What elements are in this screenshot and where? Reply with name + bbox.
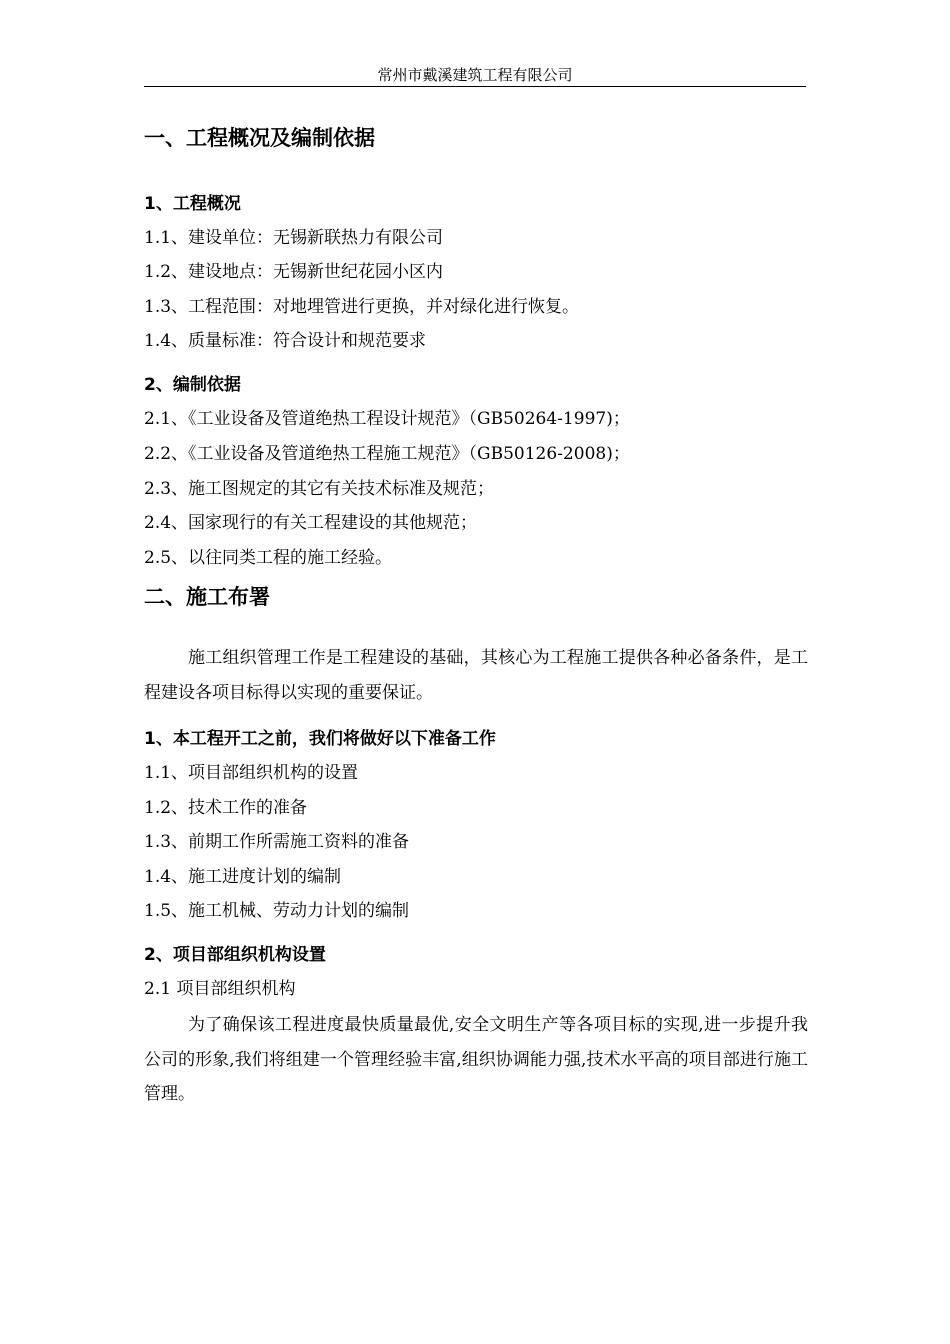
org-subheading: 2.1 项目部组织机构 [144, 979, 296, 999]
org-heading: 2、项目部组织机构设置 [144, 945, 326, 965]
overview-item: 1.4、质量标准：符合设计和规范要求 [144, 331, 427, 351]
prep-item: 1.2、技术工作的准备 [144, 798, 308, 818]
basis-item: 2.3、施工图规定的其它有关技术标准及规范； [144, 479, 495, 499]
header-divider [144, 86, 806, 87]
section2-title: 二、施工布署 [144, 585, 270, 609]
overview-item: 1.1、建设单位：无锡新联热力有限公司 [144, 228, 444, 248]
prep-item: 1.1、项目部组织机构的设置 [144, 763, 359, 783]
page-header-company: 常州市戴溪建筑工程有限公司 [377, 66, 573, 84]
basis-heading: 2、编制依据 [144, 375, 241, 395]
prep-item: 1.4、施工进度计划的编制 [144, 867, 342, 887]
prep-item: 1.3、前期工作所需施工资料的准备 [144, 832, 410, 852]
basis-item: 2.1、《工业设备及管道绝热工程设计规范》（GB50264-1997)； [144, 409, 630, 429]
basis-item: 2.5、以往同类工程的施工经验。 [144, 548, 393, 568]
basis-item: 2.2、《工业设备及管道绝热工程施工规范》（GB50126-2008)； [144, 444, 630, 464]
prep-heading: 1、本工程开工之前，我们将做好以下准备工作 [144, 729, 496, 749]
overview-item: 1.2、建设地点：无锡新世纪花园小区内 [144, 262, 444, 282]
overview-item: 1.3、工程范围：对地埋管进行更换，并对绿化进行恢复。 [144, 297, 580, 317]
basis-item: 2.4、国家现行的有关工程建设的其他规范； [144, 513, 478, 533]
prep-item: 1.5、施工机械、劳动力计划的编制 [144, 901, 410, 921]
section1-title: 一、工程概况及编制依据 [144, 126, 375, 150]
org-paragraph: 为了确保该工程进度最快质量最优,安全文明生产等各项目标的实现,进一步提升我公司的形象,我们将组建一个管理经验丰富,组织协调能力强,技术水平高的项目部进行施工管理。 [144, 1015, 808, 1104]
overview-heading: 1、工程概况 [144, 194, 241, 214]
section2-intro-paragraph: 施工组织管理工作是工程建设的基础，其核心为工程施工提供各种必备条件，是工程建设各项目标得以实现的重要保证。 [144, 648, 808, 703]
